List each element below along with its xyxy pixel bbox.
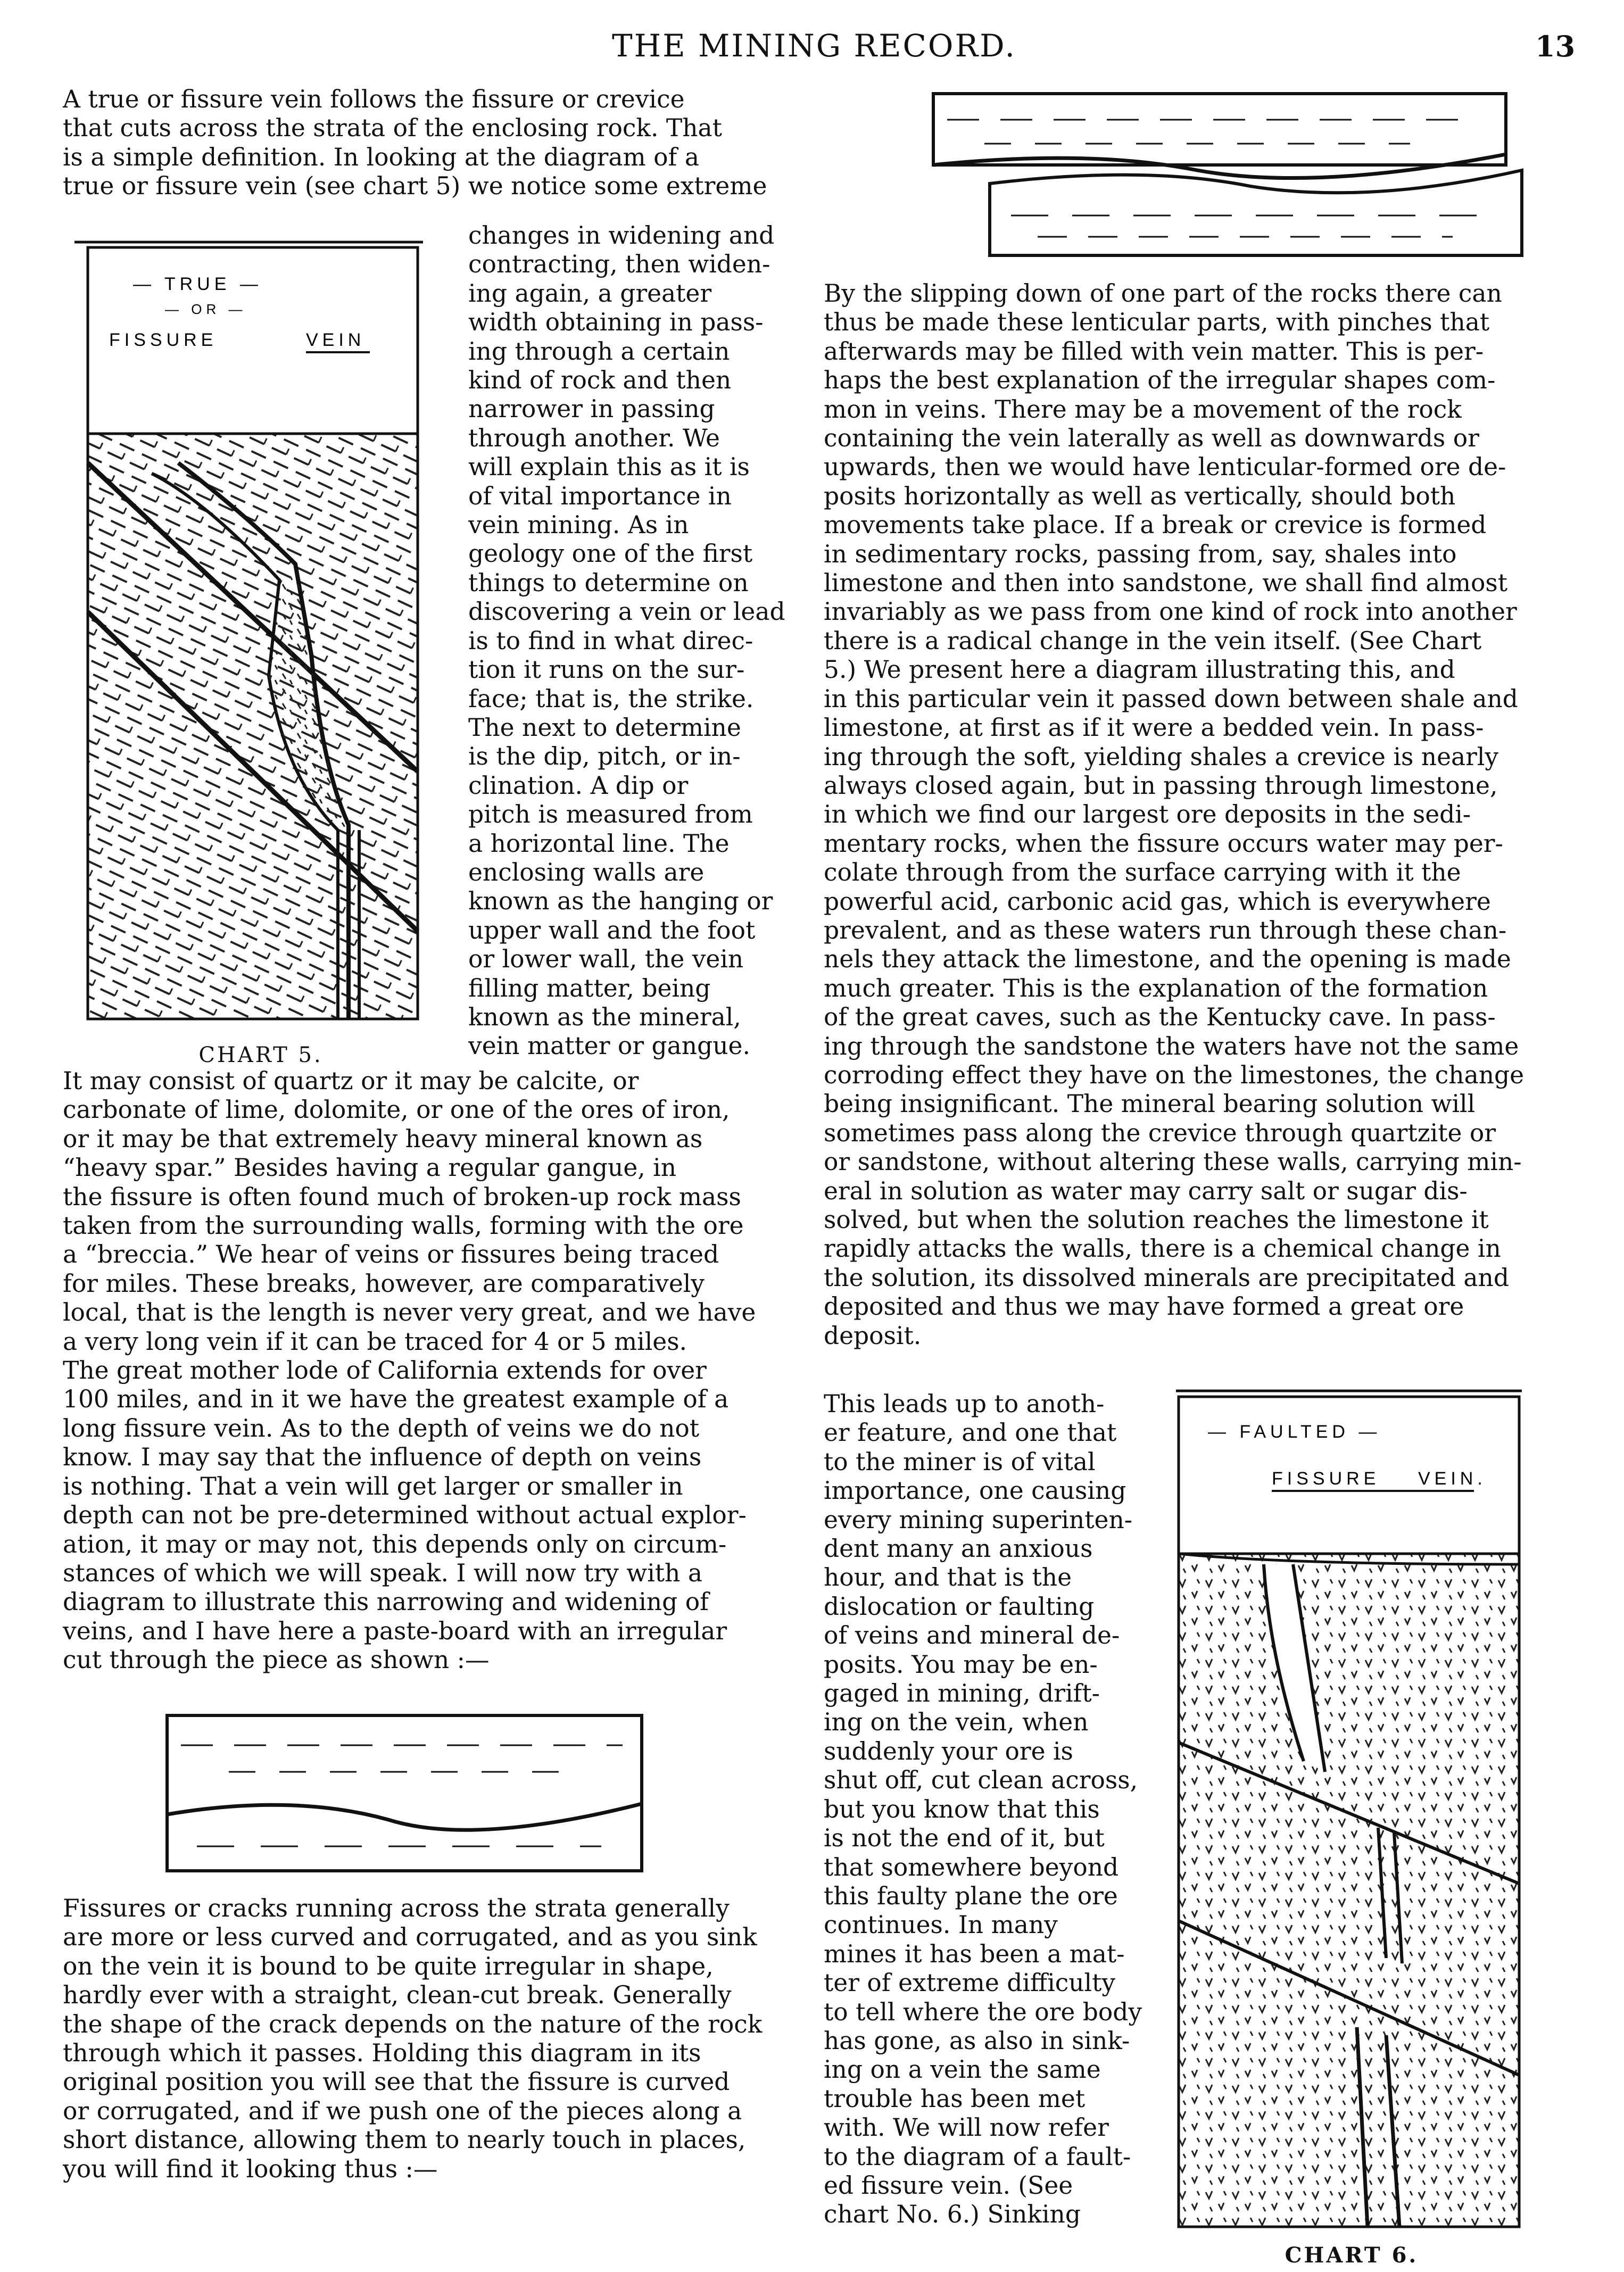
text-line: to tell where the ore body	[824, 1997, 1142, 2026]
text-line: ter of extreme difficulty	[824, 1969, 1116, 1997]
text-line: being insignificant. The mineral bearing solution will	[824, 1090, 1476, 1118]
text-line: colate through from the surface carrying with it the	[824, 858, 1461, 887]
text-line: posits horizontally as well as vertically, should both	[824, 482, 1456, 510]
text-line: limestone, at first as if it were a bedded vein. In pass-	[824, 714, 1484, 742]
paste-board-diagram	[165, 1713, 644, 1873]
text-line: through which it passes. Holding this diagram in its	[63, 2039, 701, 2068]
text-line: original position you will see that the fissure is curved	[63, 2068, 730, 2096]
text-line: er feature, and one that	[824, 1419, 1117, 1447]
text-line: shut off, cut clean across,	[824, 1766, 1138, 1795]
right-paragraph	[824, 279, 1555, 1350]
text-line: a very long vein if it can be traced for 4 or 5 miles.	[63, 1327, 687, 1356]
text-line: a “breccia.” We hear of veins or fissures being traced	[63, 1240, 719, 1269]
text-line: nels they attack the limestone, and the opening is made	[824, 945, 1511, 974]
text-line: hour, and that is the	[824, 1563, 1072, 1592]
text-line: true or fissure vein (see chart 5) we notice some extreme	[63, 172, 767, 201]
text-line: upwards, then we would have lenticular-formed ore de-	[824, 453, 1506, 482]
text-line: there is a radical change in the vein itself. (See Chart	[824, 626, 1482, 655]
text-line: vein matter or gangue.	[468, 1032, 750, 1060]
text-line: contracting, then widen-	[468, 250, 770, 279]
text-line: carbonate of lime, dolomite, or one of the ores of iron,	[63, 1096, 730, 1124]
chart-6-drawing	[1176, 1389, 1527, 2245]
text-line: upper wall and the foot	[468, 916, 756, 944]
text-line: clination. A dip or	[468, 771, 689, 800]
running-header: THE MINING RECORD.	[612, 28, 1016, 64]
text-line: or lower wall, the vein	[468, 945, 744, 974]
text-line: for miles. These breaks, however, are comparatively	[63, 1269, 705, 1298]
text-line: is not the end of it, but	[824, 1824, 1105, 1853]
text-line: It may consist of quartz or it may be calcite, or	[63, 1067, 639, 1095]
text-line: changes in widening and	[468, 221, 775, 250]
text-line: diagram to illustrate this narrowing and widening of	[63, 1588, 709, 1616]
text-line: on the vein it is bound to be quite irregular in shape,	[63, 1952, 714, 1980]
text-line: but you know that this	[824, 1795, 1100, 1823]
text-line: haps the best explanation of the irregular shapes com-	[824, 366, 1496, 395]
text-line: taken from the surrounding walls, forming with the ore	[63, 1212, 744, 1240]
text-line: powerful acid, carbonic acid gas, which is everywhere	[824, 887, 1491, 916]
text-line: geology one of the first	[468, 540, 753, 568]
text-line: local, that is the length is never very great, and we have	[63, 1298, 756, 1327]
text-line: limestone and then into sandstone, we shall find almost	[824, 569, 1508, 598]
text-line: dislocation or faulting	[824, 1592, 1095, 1621]
text-line: mentary rocks, when the fissure occurs water may per-	[824, 829, 1503, 858]
text-line: depth can not be pre-determined without actual explor-	[63, 1501, 747, 1530]
text-line: deposit.	[824, 1321, 922, 1350]
text-line: ed fissure vein. (See	[824, 2171, 1073, 2200]
main-paragraph-left	[63, 1067, 789, 1675]
text-line: continues. In many	[824, 1911, 1058, 1939]
text-line: ing on the vein, when	[824, 1708, 1089, 1737]
text-line: enclosing walls are	[468, 858, 705, 886]
text-line: corroding effect they have on the limestones, the change	[824, 1060, 1524, 1089]
text-line: width obtaining in pass-	[468, 308, 764, 337]
text-line: gaged in mining, drift-	[824, 1679, 1100, 1708]
text-line: known as the hanging or	[468, 887, 773, 916]
text-line: containing the vein laterally as well as downwards or	[824, 424, 1479, 453]
page-number: 13	[1535, 29, 1576, 63]
chart-5-label-fissure: FISSURE	[109, 330, 218, 350]
text-line: are more or less curved and corrugated, and as you sink	[63, 1923, 757, 1952]
text-line: This leads up to anoth-	[824, 1390, 1105, 1418]
chart-6-diagram	[1176, 1389, 1527, 2245]
text-line: is nothing. That a vein will get larger or smaller in	[63, 1472, 683, 1500]
paste-board-drawing	[165, 1713, 644, 1873]
text-line: cut through the piece as shown :—	[63, 1646, 490, 1674]
text-line: of vital importance in	[468, 482, 732, 510]
displaced-paste-board-drawing	[931, 90, 1527, 261]
chart-6-label-vein: VEIN.	[1418, 1469, 1487, 1489]
text-line: The great mother lode of California extends for over	[63, 1356, 707, 1385]
displaced-paste-board-diagram	[931, 90, 1527, 261]
right-side-paragraph	[824, 1390, 1143, 2229]
chart-5-side-paragraph	[468, 221, 788, 1061]
text-line: ing through a certain	[468, 337, 730, 366]
text-line: pitch is measured from	[468, 800, 753, 829]
text-line: narrower in passing	[468, 395, 715, 424]
text-line: solved, but when the solution reaches the limestone it	[824, 1206, 1489, 1234]
text-line: the solution, its dissolved minerals are precipitated and	[824, 1263, 1509, 1292]
text-line: through another. We	[468, 424, 720, 452]
text-line: things to determine on	[468, 568, 749, 597]
text-line: mines it has been a mat-	[824, 1939, 1125, 1968]
text-line: much greater. This is the explanation of the formation	[824, 974, 1488, 1002]
chart-5-label-or: — OR —	[165, 301, 247, 317]
text-line: of veins and mineral de-	[824, 1621, 1120, 1650]
text-line: thus be made these lenticular parts, with pinches that	[824, 308, 1490, 337]
text-line: known as the mineral,	[468, 1002, 741, 1031]
text-line: filling matter, being	[468, 974, 711, 1002]
text-line: ing through the soft, yielding shales a crevice is nearly	[824, 742, 1499, 771]
chart-5-caption: CHART 5.	[198, 1043, 323, 1067]
text-line: ing again, a greater	[468, 279, 712, 308]
text-line: hardly ever with a straight, clean-cut break. Generally	[63, 1981, 732, 2010]
text-line: is a simple definition. In looking at the diagram of a	[63, 143, 699, 171]
text-line: to the diagram of a fault-	[824, 2142, 1131, 2171]
text-line: short distance, allowing them to nearly touch in places,	[63, 2126, 746, 2154]
text-line: ing on a vein the same	[824, 2055, 1101, 2084]
text-line: movements take place. If a break or crevice is formed	[824, 511, 1487, 540]
chart-6-label-fissure: FISSURE	[1272, 1469, 1380, 1489]
text-line: mon in veins. There may be a movement of the rock	[824, 395, 1462, 424]
chart-5-label-true: — TRUE —	[133, 274, 262, 294]
text-line: deposited and thus we may have formed a great ore	[824, 1292, 1464, 1321]
chart-5-diagram	[72, 239, 434, 1038]
text-line: or sandstone, without altering these walls, carrying min-	[824, 1148, 1522, 1176]
text-line: face; that is, the strike.	[468, 684, 754, 713]
text-line: importance, one causing	[824, 1477, 1126, 1505]
chart-5-label-vein: VEIN	[306, 330, 366, 350]
text-line: this faulty plane the ore	[824, 1881, 1118, 1910]
text-line: stances of which we will speak. I will now try with a	[63, 1558, 702, 1587]
text-line: a horizontal line. The	[468, 829, 730, 858]
text-line: The next to determine	[468, 713, 741, 742]
text-line: to the miner is of vital	[824, 1447, 1096, 1476]
text-line: of the great caves, such as the Kentucky cave. In pass-	[824, 1003, 1496, 1032]
text-line: prevalent, and as these waters run through these chan-	[824, 916, 1507, 944]
text-line: posits. You may be en-	[824, 1650, 1098, 1679]
text-line: always closed again, but in passing through limestone,	[824, 771, 1498, 800]
text-line: every mining superinten-	[824, 1505, 1133, 1534]
text-line: vein mining. As in	[468, 511, 689, 540]
text-line: is to find in what direc-	[468, 626, 753, 655]
text-line: will explain this as it is	[468, 453, 750, 482]
text-line: Fissures or cracks running across the strata generally	[63, 1894, 730, 1922]
text-line: in sedimentary rocks, passing from, say, shales into	[824, 540, 1457, 568]
text-line: or it may be that extremely heavy mineral known as	[63, 1124, 703, 1153]
text-line: know. I may say that the influence of depth on veins	[63, 1443, 702, 1472]
text-line: ing through the sandstone the waters have not the same	[824, 1032, 1519, 1060]
text-line: suddenly your ore is	[824, 1737, 1073, 1765]
text-line: with. We will now refer	[824, 2113, 1109, 2142]
text-line: that somewhere beyond	[824, 1853, 1119, 1881]
chart-6-caption: CHART 6.	[1285, 2243, 1419, 2268]
chart-5-drawing	[72, 239, 434, 1038]
text-line: long fissure vein. As to the depth of veins we do not	[63, 1414, 700, 1442]
text-line: in this particular vein it passed down between shale and	[824, 684, 1518, 713]
text-line: tion it runs on the sur-	[468, 656, 745, 684]
text-line: kind of rock and then	[468, 366, 732, 395]
text-line: 5.) We present here a diagram illustrating this, and	[824, 656, 1455, 684]
text-line: has gone, as also in sink-	[824, 2026, 1130, 2055]
bottom-paragraph-left	[63, 1894, 789, 2184]
text-line: the shape of the crack depends on the nature of the rock	[63, 2010, 763, 2038]
text-line: 100 miles, and in it we have the greatest example of a	[63, 1385, 729, 1414]
text-line: eral in solution as water may carry salt or sugar dis-	[824, 1176, 1468, 1205]
text-line: chart No. 6.) Sinking	[824, 2200, 1081, 2229]
text-line: By the slipping down of one part of the rocks there can	[824, 279, 1502, 308]
text-line: that cuts across the strata of the enclosing rock. That	[63, 114, 722, 143]
text-line: is the dip, pitch, or in-	[468, 742, 741, 771]
intro-paragraph	[63, 85, 789, 201]
text-line: afterwards may be filled with vein matter. This is per-	[824, 337, 1484, 366]
text-line: ation, it may or may not, this depends only on circum-	[63, 1530, 727, 1558]
text-line: rapidly attacks the walls, there is a chemical change in	[824, 1234, 1501, 1263]
text-line: in which we find our largest ore deposits in the sedi-	[824, 800, 1471, 829]
text-line: dent many an anxious	[824, 1535, 1093, 1563]
text-line: sometimes pass along the crevice through quartzite or	[824, 1118, 1496, 1147]
text-line: “heavy spar.” Besides having a regular gangue, in	[63, 1154, 677, 1182]
text-line: veins, and I have here a paste-board with an irregular	[63, 1616, 727, 1645]
text-line: discovering a vein or lead	[468, 598, 785, 626]
text-line: A true or fissure vein follows the fissure or crevice	[63, 85, 685, 113]
text-line: trouble has been met	[824, 2084, 1086, 2113]
chart-6-label-faulted: — FAULTED —	[1208, 1422, 1381, 1442]
text-line: you will find it looking thus :—	[63, 2154, 438, 2183]
text-line: the fissure is often found much of broken-up rock mass	[63, 1182, 741, 1211]
text-line: or corrugated, and if we push one of the pieces along a	[63, 2096, 742, 2125]
text-line: invariably as we pass from one kind of rock into another	[824, 598, 1517, 626]
